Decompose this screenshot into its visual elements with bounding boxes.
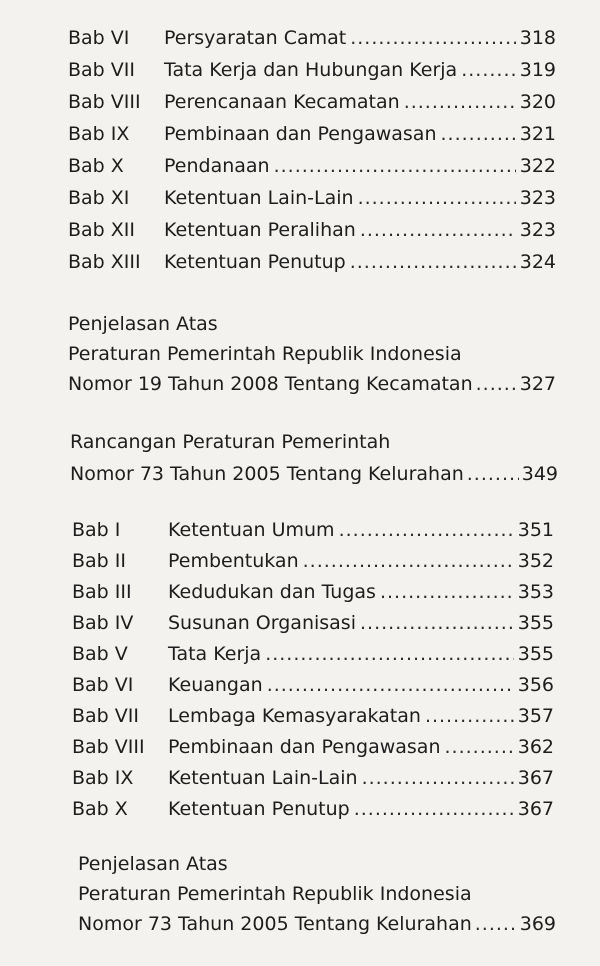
leader-dots [404, 90, 516, 114]
penjelasan-subtitle: Peraturan Pemerintah Republik Indonesia [78, 883, 472, 905]
penjelasan-title: Nomor 73 Tahun 2005 Tentang Kelurahan [78, 913, 472, 935]
chapter-title: Ketentuan Lain-Lain [164, 187, 354, 209]
toc-row [72, 580, 554, 604]
leader-dots [267, 673, 514, 697]
leader-dots [461, 58, 516, 82]
leader-dots [425, 704, 514, 728]
leader-dots [265, 642, 514, 666]
toc-row [72, 797, 554, 821]
toc-row [72, 673, 554, 697]
page-number: 353 [517, 581, 554, 603]
page-number: 356 [517, 674, 554, 696]
page-number: 322 [519, 155, 556, 177]
rancangan-heading: Rancangan Peraturan Pemerintah [70, 431, 391, 453]
toc-row [68, 250, 556, 274]
toc-row [68, 122, 556, 146]
chapter-title: Kedudukan dan Tugas [168, 581, 376, 603]
page-number: 352 [517, 550, 554, 572]
page-number: 324 [519, 251, 556, 273]
page-number: 323 [519, 219, 556, 241]
chapter-title: Ketentuan Umum [168, 519, 335, 541]
page-number: 362 [517, 736, 554, 758]
penjelasan-entry [68, 372, 556, 396]
chapter-title: Perencanaan Kecamatan [164, 91, 400, 113]
toc-row [72, 549, 554, 573]
chapter-number: Bab II [72, 550, 126, 572]
toc-row [72, 766, 554, 790]
page-number: 367 [517, 767, 554, 789]
chapter-title: Ketentuan Penutup [168, 798, 350, 820]
leader-dots [303, 549, 514, 573]
leader-dots [362, 766, 514, 790]
toc-row [72, 704, 554, 728]
page-number: 349 [521, 463, 558, 485]
chapter-number: Bab XI [68, 187, 130, 209]
toc-row [68, 154, 556, 178]
chapter-number: Bab XII [68, 219, 136, 241]
chapter-title: Keuangan [168, 674, 263, 696]
chapter-number: Bab V [72, 643, 128, 665]
chapter-title: Tata Kerja [168, 643, 262, 665]
chapter-title: Susunan Organisasi [168, 612, 356, 634]
leader-dots [350, 250, 516, 274]
leader-dots [358, 186, 516, 210]
leader-dots [350, 26, 516, 50]
page-number: 369 [519, 913, 556, 935]
chapter-title: Persyaratan Camat [164, 27, 347, 49]
chapter-title: Pembentukan [168, 550, 299, 572]
toc-row [72, 735, 554, 759]
leader-dots [339, 518, 514, 542]
chapter-number: Bab VII [68, 59, 135, 81]
page-number: 323 [519, 187, 556, 209]
page-number: 318 [519, 27, 556, 49]
chapter-number: Bab I [72, 519, 121, 541]
rancangan-title: Nomor 73 Tahun 2005 Tentang Kelurahan [70, 463, 464, 485]
leader-dots [441, 122, 516, 146]
leader-dots [445, 735, 514, 759]
penjelasan-subtitle: Peraturan Pemerintah Republik Indonesia [68, 343, 462, 365]
toc-row [68, 218, 556, 242]
page-number: 320 [519, 91, 556, 113]
leader-dots [274, 154, 516, 178]
page-number: 351 [517, 519, 554, 541]
toc-row [72, 611, 554, 635]
chapter-title: Ketentuan Peralihan [164, 219, 356, 241]
chapter-number: Bab XIII [68, 251, 141, 273]
chapter-title: Tata Kerja dan Hubungan Kerja [164, 59, 458, 81]
toc-row [68, 58, 556, 82]
toc-row [72, 642, 554, 666]
chapter-title: Pendanaan [164, 155, 270, 177]
chapter-number: Bab VI [72, 674, 134, 696]
page-number: 321 [519, 123, 556, 145]
page-number: 367 [517, 798, 554, 820]
chapter-number: Bab IV [72, 612, 134, 634]
chapter-title: Lembaga Kemasyarakatan [168, 705, 421, 727]
chapter-number: Bab VIII [68, 91, 141, 113]
chapter-title: Pembinaan dan Pengawasan [164, 123, 437, 145]
page-number: 357 [517, 705, 554, 727]
chapter-number: Bab IX [72, 767, 134, 789]
leader-dots [360, 611, 514, 635]
chapter-number: Bab IX [68, 123, 130, 145]
leader-dots [354, 797, 514, 821]
leader-dots [475, 912, 517, 936]
penjelasan-heading: Penjelasan Atas [68, 313, 218, 335]
chapter-title: Ketentuan Penutup [164, 251, 346, 273]
toc-row [72, 518, 554, 542]
page-number: 327 [519, 373, 556, 395]
penjelasan-entry [78, 912, 556, 936]
chapter-number: Bab X [68, 155, 124, 177]
penjelasan-heading: Penjelasan Atas [78, 853, 228, 875]
page-number: 355 [517, 612, 554, 634]
leader-dots [360, 218, 516, 242]
leader-dots [476, 372, 517, 396]
toc-row [68, 186, 556, 210]
chapter-number: Bab III [72, 581, 132, 603]
chapter-title: Ketentuan Lain-Lain [168, 767, 358, 789]
chapter-number: Bab VI [68, 27, 130, 49]
rancangan-entry [70, 462, 558, 486]
chapter-number: Bab VIII [72, 736, 145, 758]
page-number: 355 [517, 643, 554, 665]
leader-dots [467, 462, 519, 486]
toc-row [68, 26, 556, 50]
chapter-number: Bab VII [72, 705, 139, 727]
page-number: 319 [519, 59, 556, 81]
penjelasan-title: Nomor 19 Tahun 2008 Tentang Kecamatan [68, 373, 473, 395]
leader-dots [380, 580, 514, 604]
chapter-title: Pembinaan dan Pengawasan [168, 736, 441, 758]
chapter-number: Bab X [72, 798, 128, 820]
toc-row [68, 90, 556, 114]
